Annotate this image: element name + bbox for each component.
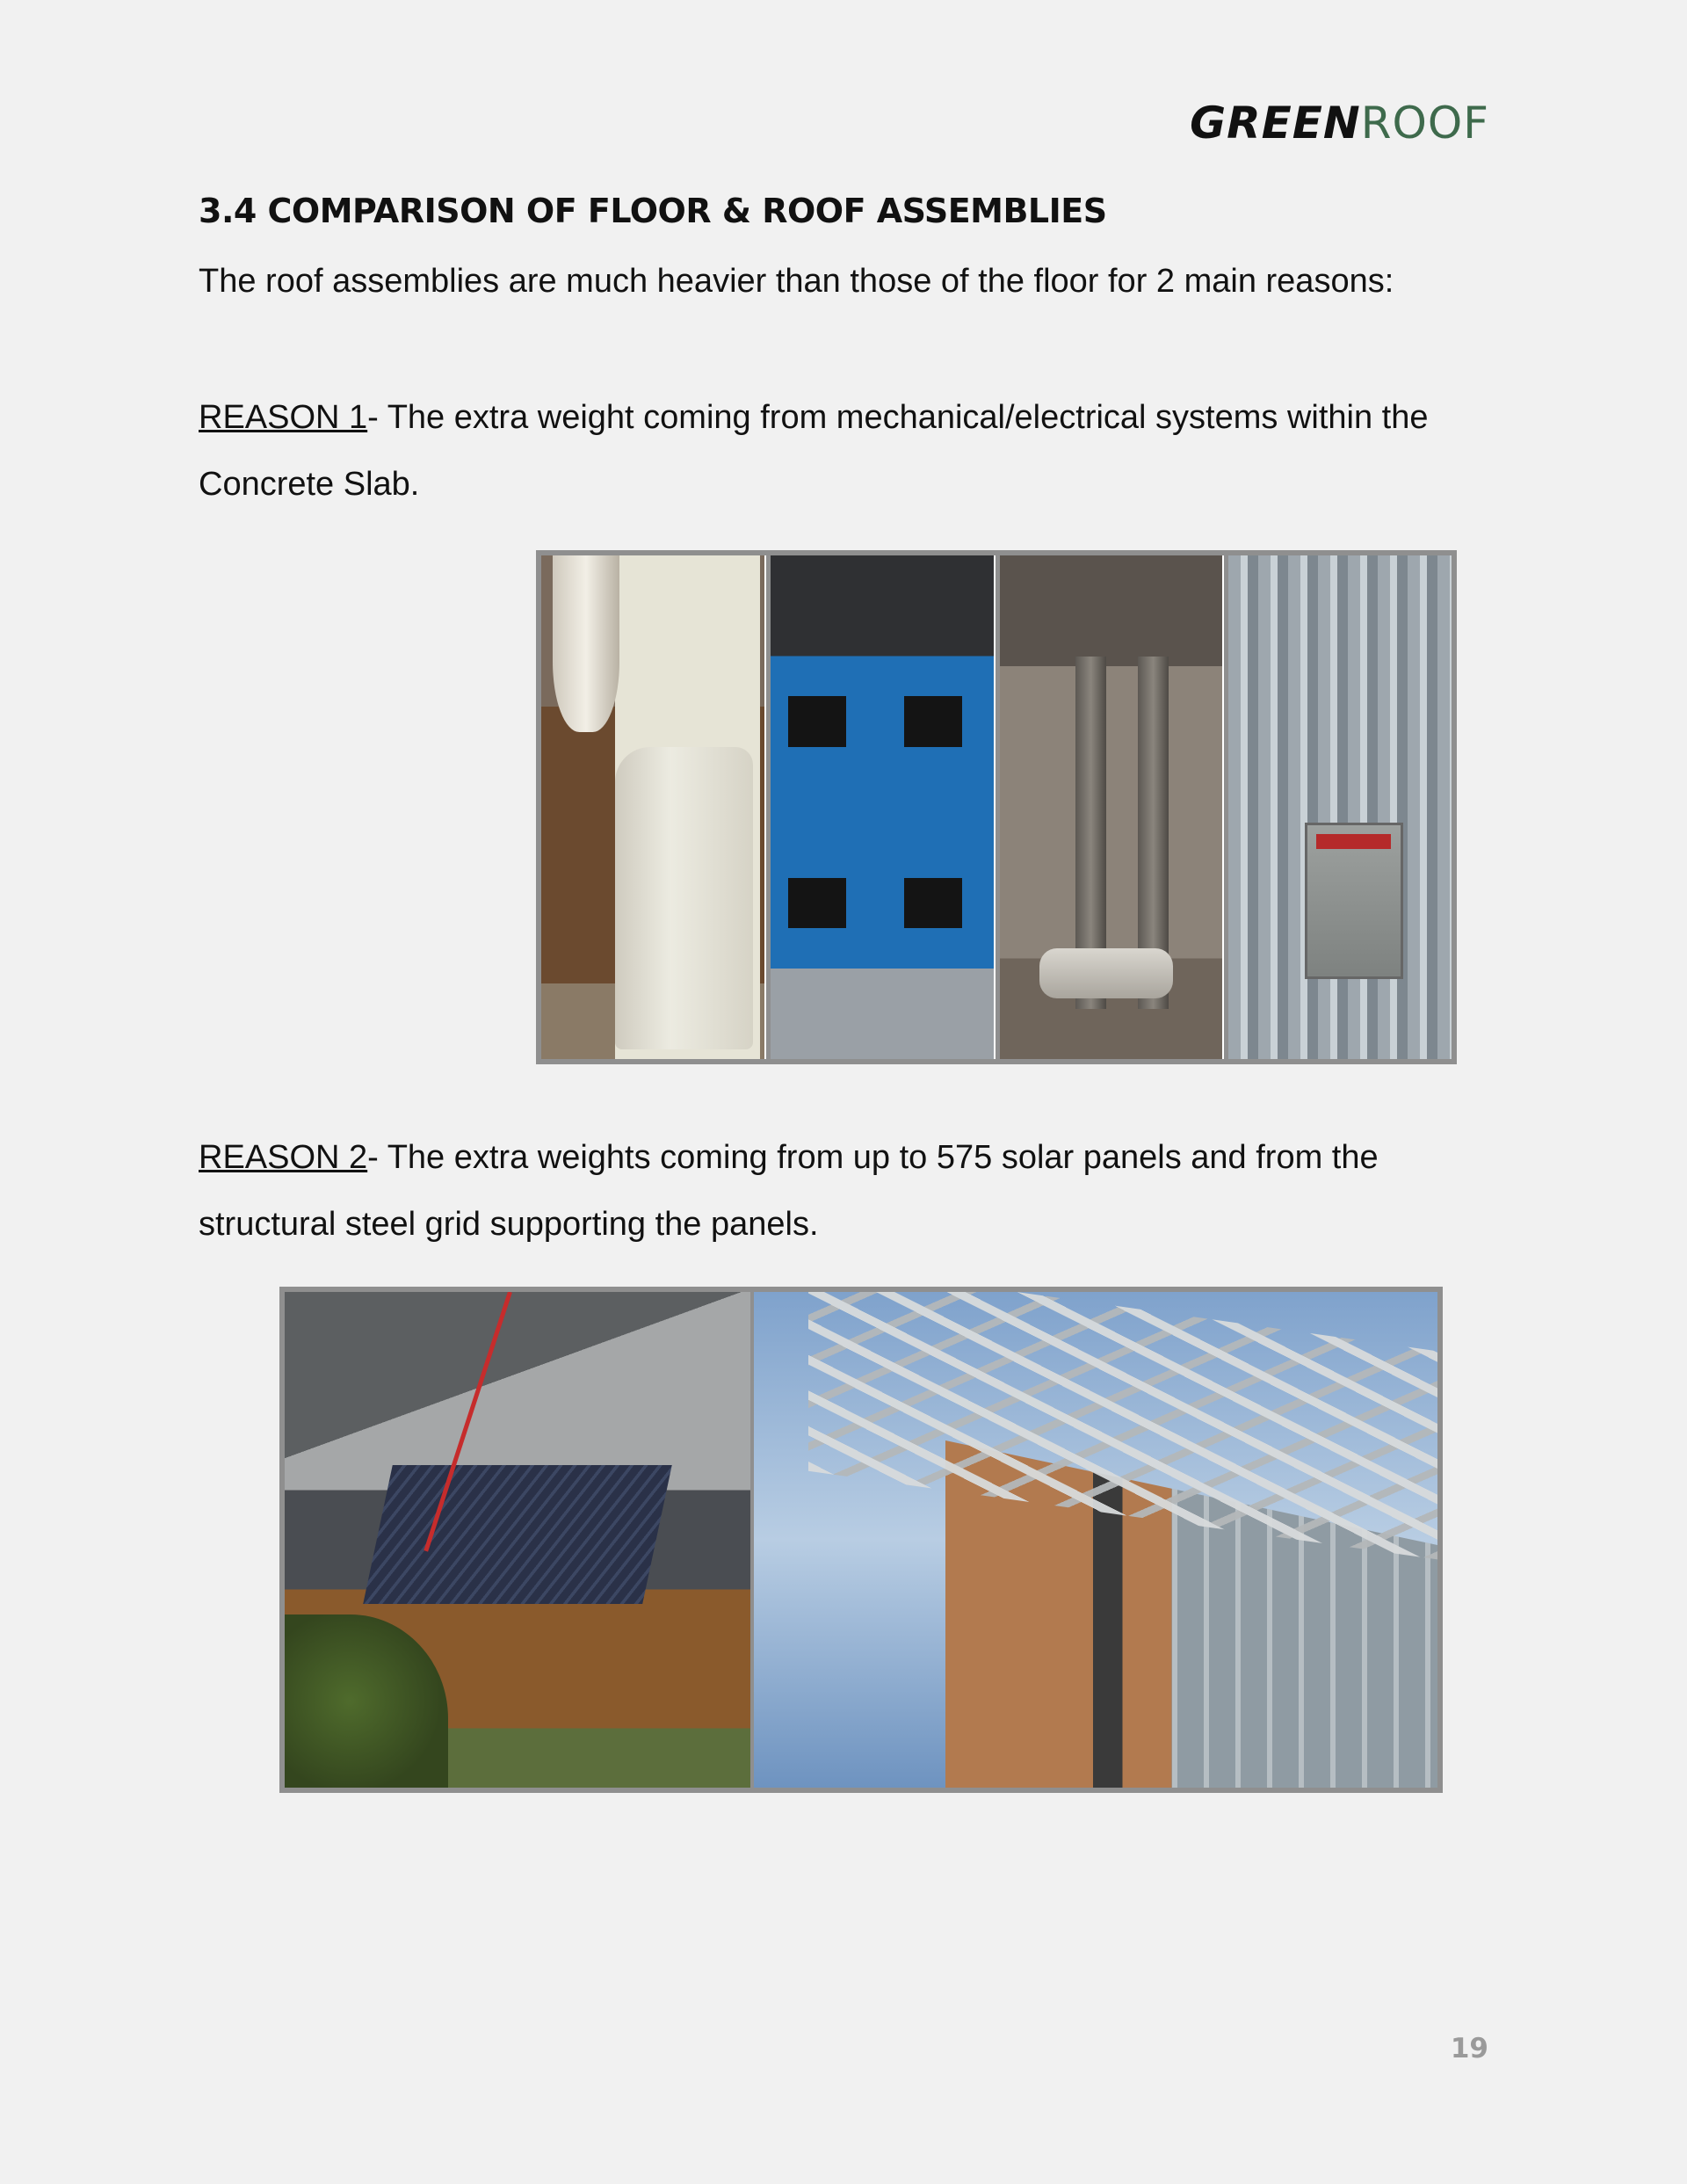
pipe-bend-shape	[1039, 948, 1173, 998]
reason-1-text: - The extra weight coming from mechanical/electrical systems within the Concrete Slab.	[199, 399, 1429, 503]
photo-aerial-construction	[285, 1292, 750, 1788]
solar-panels-photo-pair	[279, 1287, 1443, 1793]
control-box-shape	[904, 878, 962, 928]
photo-electrical-conduits	[1228, 555, 1452, 1059]
trees-shape	[285, 1614, 448, 1788]
solar-roof-shape	[363, 1465, 672, 1604]
brand-logo-light: ROOF	[1360, 98, 1489, 149]
control-box-shape	[904, 696, 962, 746]
duct-pipe-shape	[553, 555, 619, 732]
section-heading: 3.4 COMPARISON OF FLOOR & ROOF ASSEMBLIES	[199, 192, 1107, 230]
photo-blue-equipment	[771, 555, 996, 1059]
reason-2-paragraph	[199, 1124, 1499, 1258]
photo-solar-canopy	[754, 1292, 1437, 1788]
disconnect-switch-shape	[1305, 823, 1404, 979]
reason-1-label: REASON 1	[199, 399, 368, 436]
reason-2-text: - The extra weights coming from up to 575 solar panels and from the structural steel grid supporting the panels.	[199, 1139, 1379, 1243]
intro-paragraph: The roof assemblies are much heavier than those of the floor for 2 main reasons:	[199, 263, 1394, 300]
brand-logo	[1190, 98, 1489, 149]
tank-shape	[615, 747, 753, 1049]
reason-1-paragraph	[199, 384, 1499, 518]
control-box-shape	[788, 696, 846, 746]
page-number: 19	[1450, 2033, 1488, 2064]
control-box-shape	[788, 878, 846, 928]
reason-2-label: REASON 2	[199, 1139, 368, 1176]
mechanical-systems-photo-strip	[536, 550, 1457, 1064]
photo-water-tank	[541, 555, 766, 1059]
photo-mechanical-room	[1000, 555, 1225, 1059]
brand-logo-bold: GREEN	[1190, 98, 1361, 149]
